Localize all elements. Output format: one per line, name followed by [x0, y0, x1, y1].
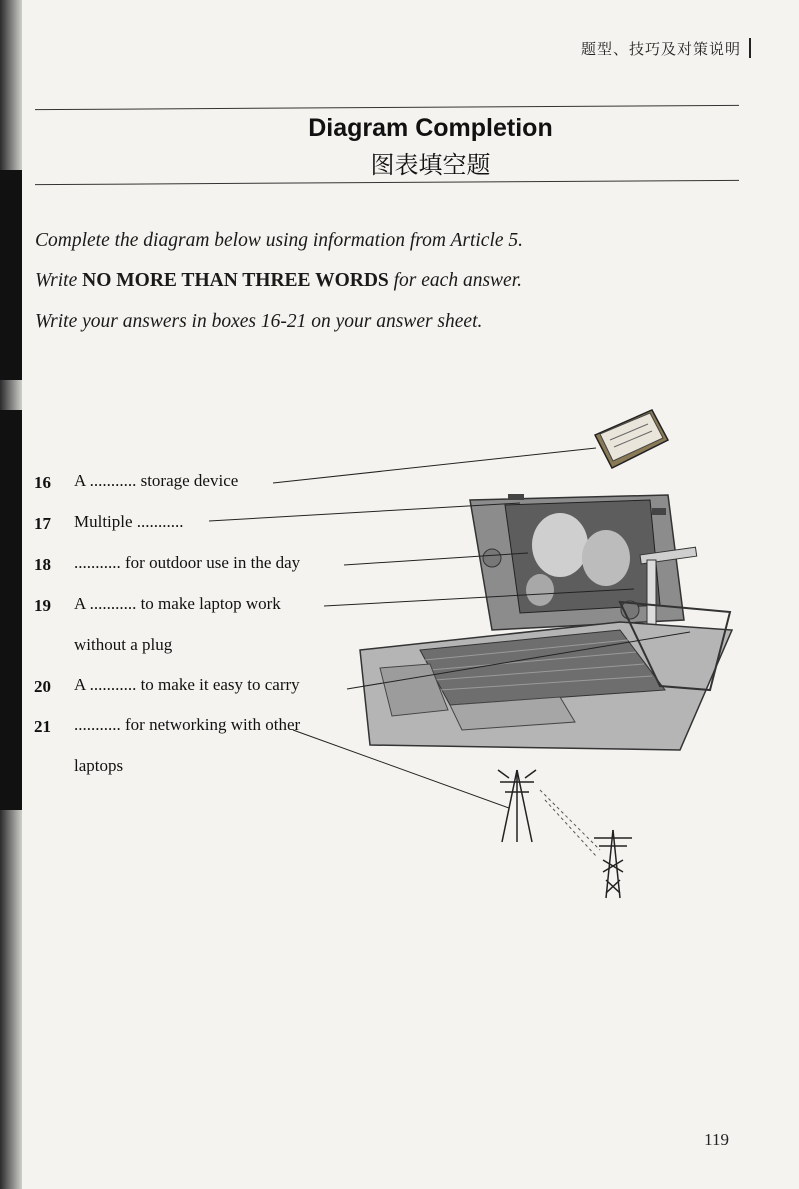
title-english: Diagram Completion	[308, 114, 553, 142]
question-number-21: 21	[34, 717, 51, 736]
page-number: 119	[704, 1130, 729, 1149]
question-text-20: A ........... to make it easy to carry	[74, 675, 300, 694]
question-number-16: 16	[34, 473, 51, 492]
antenna-icon	[594, 830, 632, 898]
instruction-line-2-post: for each answer.	[388, 270, 523, 291]
question-text-21-continuation: laptops	[74, 756, 124, 775]
laptop-icon	[360, 494, 732, 750]
question-number-20: 20	[34, 677, 51, 696]
instruction-line-1: Complete the diagram below using information from Article 5.	[35, 230, 524, 251]
instruction-line-3: Write your answers in boxes 16-21 on your answer sheet.	[35, 311, 483, 332]
title-chinese: 图表填空题	[370, 151, 491, 179]
signal-waves	[540, 790, 600, 856]
question-number-18: 18	[34, 555, 51, 574]
running-head: 题型、技巧及对策说明	[580, 40, 741, 58]
question-number-19: 19	[34, 596, 51, 615]
question-text-19: A ........... to make laptop work	[74, 594, 281, 613]
memory-card-icon	[595, 410, 668, 468]
instruction-line-2-pre: Write	[35, 270, 83, 291]
question-number-17: 17	[34, 514, 51, 533]
question-text-19-continuation: without a plug	[74, 635, 173, 654]
question-text-17: Multiple ...........	[74, 512, 184, 531]
question-text-16: A ........... storage device	[74, 471, 239, 490]
question-text-21: ........... for networking with other	[74, 715, 301, 734]
instruction-line-2-bold: NO MORE THAN THREE WORDS	[82, 270, 389, 291]
question-text-18: ........... for outdoor use in the day	[74, 553, 301, 572]
